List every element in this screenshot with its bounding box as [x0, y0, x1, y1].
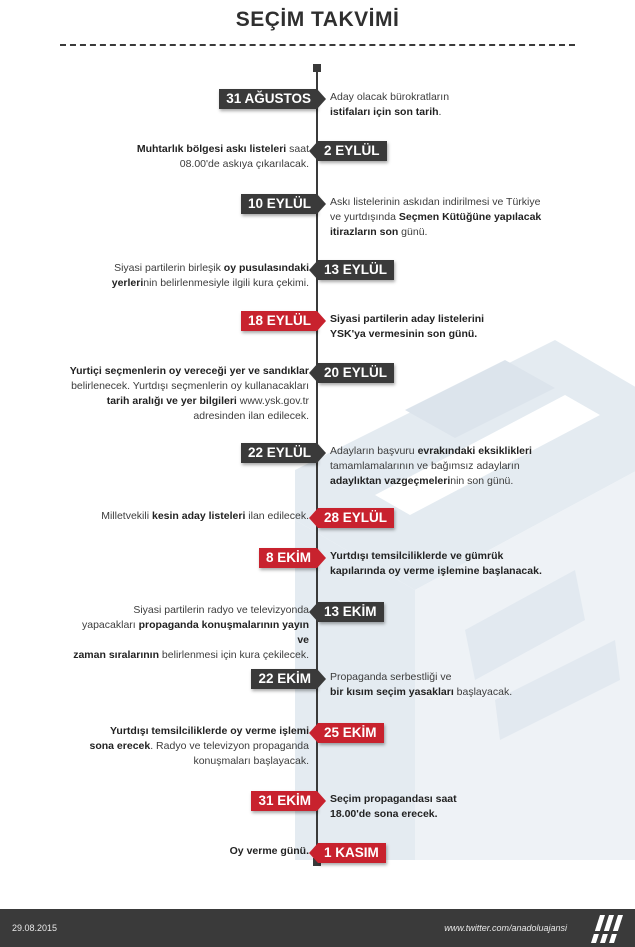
title-divider [60, 44, 575, 46]
date-badge: 22 EYLÜL [241, 443, 317, 463]
event-description [330, 312, 560, 342]
description-text: Adayların başvuru [330, 445, 418, 457]
description-line [330, 792, 560, 807]
event-description [330, 792, 560, 822]
description-line [69, 409, 309, 424]
description-line [69, 603, 309, 618]
description-text: . [438, 106, 442, 118]
description-text: Siyasi partilerin aday listelerini [330, 313, 485, 325]
date-badge: 31 AĞUSTOS [219, 89, 317, 109]
anadolu-agency-logo [591, 913, 625, 943]
footer-bar [0, 909, 635, 947]
description-line [330, 312, 560, 327]
description-text: yerleri [111, 277, 144, 289]
description-line [330, 90, 560, 105]
description-text: Yurtdışı temsilciliklerde oy verme işlemi [109, 725, 309, 737]
description-text: Seçim propagandası saat [330, 793, 457, 805]
date-badge: 18 EYLÜL [241, 311, 317, 331]
description-line [69, 618, 309, 648]
description-text: tamamlamalarının ve bağımsız adayların [330, 460, 520, 472]
description-line [69, 754, 309, 769]
description-text: ve yurtdışında [330, 211, 399, 223]
description-line [69, 739, 309, 754]
description-line [330, 459, 560, 474]
description-line [330, 105, 560, 120]
event-description [69, 364, 309, 424]
description-text: Aday olacak bürokratların [330, 91, 450, 103]
description-text: nin son günü. [450, 475, 514, 487]
description-line [69, 844, 309, 859]
description-line [69, 509, 309, 524]
description-line [69, 379, 309, 394]
description-line [330, 807, 560, 822]
description-line [330, 195, 560, 210]
description-line [69, 394, 309, 409]
description-line [69, 157, 309, 172]
date-badge: 2 EYLÜL [318, 141, 387, 161]
description-line [69, 648, 309, 663]
event-description [69, 261, 309, 291]
description-text: konuşmaları başlayacak. [193, 755, 309, 767]
event-description [330, 670, 560, 700]
description-text: Siyasi partilerin radyo ve televizyonda [133, 604, 309, 616]
description-text: Askı listelerinin askıdan indirilmesi ve Türkiye [330, 196, 541, 208]
event-description [69, 142, 309, 172]
event-description [330, 90, 560, 120]
description-text: 08.00'de askıya çıkarılacak. [179, 158, 309, 170]
event-description [330, 549, 560, 579]
event-description [69, 724, 309, 769]
description-text: itirazların son [330, 226, 399, 238]
description-text: propaganda konuşmalarının yayın ve [138, 619, 309, 646]
description-text: Seçmen Kütüğüne yapılacak [398, 211, 542, 223]
description-text: adresinden ilan edilecek. [193, 410, 309, 422]
description-line [69, 142, 309, 157]
description-text: adaylıktan vazgeçmeleri [330, 475, 451, 487]
description-text: www.ysk.gov.tr [236, 395, 309, 407]
description-line [330, 444, 560, 459]
timeline-line [316, 68, 318, 863]
footer-date: 29.08.2015 [12, 923, 58, 933]
description-line [330, 210, 560, 225]
description-text: belirlenmesi için kura çekilecek. [159, 649, 309, 661]
date-badge: 20 EYLÜL [318, 363, 394, 383]
description-text: istifaları için son tarih [330, 106, 439, 118]
twitter-link[interactable]: www.twitter.com/anadoluajansi [444, 923, 567, 933]
description-text: yapacakları [82, 619, 139, 631]
description-line [69, 276, 309, 291]
event-description [69, 509, 309, 524]
description-text: ilan edilecek. [245, 510, 309, 522]
description-text: Oy verme günü. [229, 845, 309, 857]
description-line [330, 564, 560, 579]
description-line [330, 670, 560, 685]
description-text: kesin aday listeleri [151, 510, 246, 522]
date-badge: 25 EKİM [318, 723, 384, 743]
description-text: zaman sıralarının [73, 649, 160, 661]
date-badge: 1 KASIM [318, 843, 386, 863]
description-text: nin belirlenmesiyle ilgili kura çekimi. [143, 277, 309, 289]
event-description [330, 444, 560, 489]
description-text: . Radyo ve televizyon propaganda [150, 740, 309, 752]
description-line [69, 724, 309, 739]
description-line [330, 474, 560, 489]
description-text: Yurtdışı temsilciliklerde ve gümrük [330, 550, 504, 562]
description-text: Muhtarlık bölgesi askı listeleri [136, 143, 287, 155]
description-text: saat [286, 143, 309, 155]
date-badge: 22 EKİM [251, 669, 317, 689]
date-badge: 10 EYLÜL [241, 194, 317, 214]
description-line [330, 225, 560, 240]
event-description [69, 603, 309, 663]
description-line [330, 685, 560, 700]
description-text: başlayacak. [453, 686, 513, 698]
date-badge: 31 EKİM [251, 791, 317, 811]
description-line [69, 261, 309, 276]
date-badge: 13 EYLÜL [318, 260, 394, 280]
date-badge: 28 EYLÜL [318, 508, 394, 528]
description-text: Siyasi partilerin birleşik [114, 262, 224, 274]
description-text: Milletvekili [101, 510, 152, 522]
event-description [69, 844, 309, 859]
description-text: bir kısım seçim yasakları [330, 686, 454, 698]
description-line [69, 364, 309, 379]
description-line [330, 327, 560, 342]
description-text: belirlenecek. Yurtdışı seçmenlerin oy kullanacakları [71, 380, 309, 392]
description-text: tarih aralığı ve yer bilgileri [106, 395, 237, 407]
description-text: oy pusulasındaki [223, 262, 309, 274]
date-badge: 13 EKİM [318, 602, 384, 622]
description-text: Propaganda serbestliği ve [330, 671, 452, 683]
description-text: YSK'ya vermesinin son günü. [330, 328, 478, 340]
description-text: evrakındaki eksiklikleri [417, 445, 532, 457]
description-text: sona erecek [89, 740, 151, 752]
page-title: SEÇİM TAKVİMİ [235, 8, 400, 31]
description-text: Yurtiçi seçmenlerin oy vereceği yer ve sandıklar [69, 365, 309, 377]
event-description [330, 195, 560, 240]
ballot-box-watermark [255, 300, 635, 860]
description-text: kapılarında oy verme işlemine başlanacak. [330, 565, 542, 577]
date-badge: 8 EKİM [259, 548, 317, 568]
description-line [330, 549, 560, 564]
description-text: günü. [398, 226, 428, 238]
description-text: 18.00'de sona erecek. [330, 808, 438, 820]
